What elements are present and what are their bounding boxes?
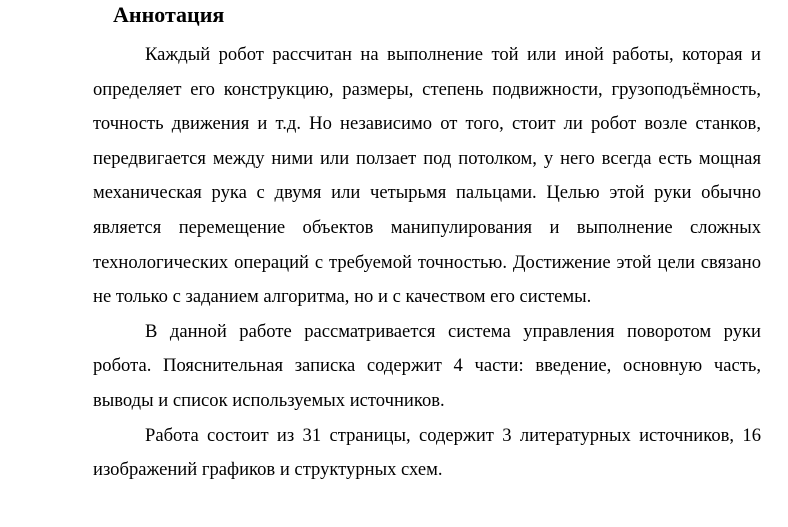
- annotation-body: [93, 38, 761, 488]
- annotation-heading: Аннотация: [113, 2, 225, 27]
- paragraph-work-volume: Работа состоит из 31 страницы, содержит 3 литературных источников, 16 изображений графиков и структурных схем.: [93, 424, 761, 481]
- paragraph-robot-description: Каждый робот рассчитан на выполнение той или иной работы, которая и определяет его конструкцию, размеры, степень подвижности, грузоподъёмность, точность движения и т.д. Но независимо от того, стоит ли робот возле станков, передвигается между ними или ползает под потолком, у него всегда есть мощная механическая рука с двумя или четырьмя пальцами. Целью этой руки обычно является перемещение объектов манипулирования и выполнение сложных технологических операций с требуемой точностью. Достижение этой цели связано не только с заданием алгоритма, но и с качеством его системы.: [93, 44, 761, 308]
- paragraph-work-scope: В данной работе рассматривается система управления поворотом руки робота. Пояснительная записка содержит 4 части: введение, основную часть, выводы и список используемых источников.: [93, 320, 761, 411]
